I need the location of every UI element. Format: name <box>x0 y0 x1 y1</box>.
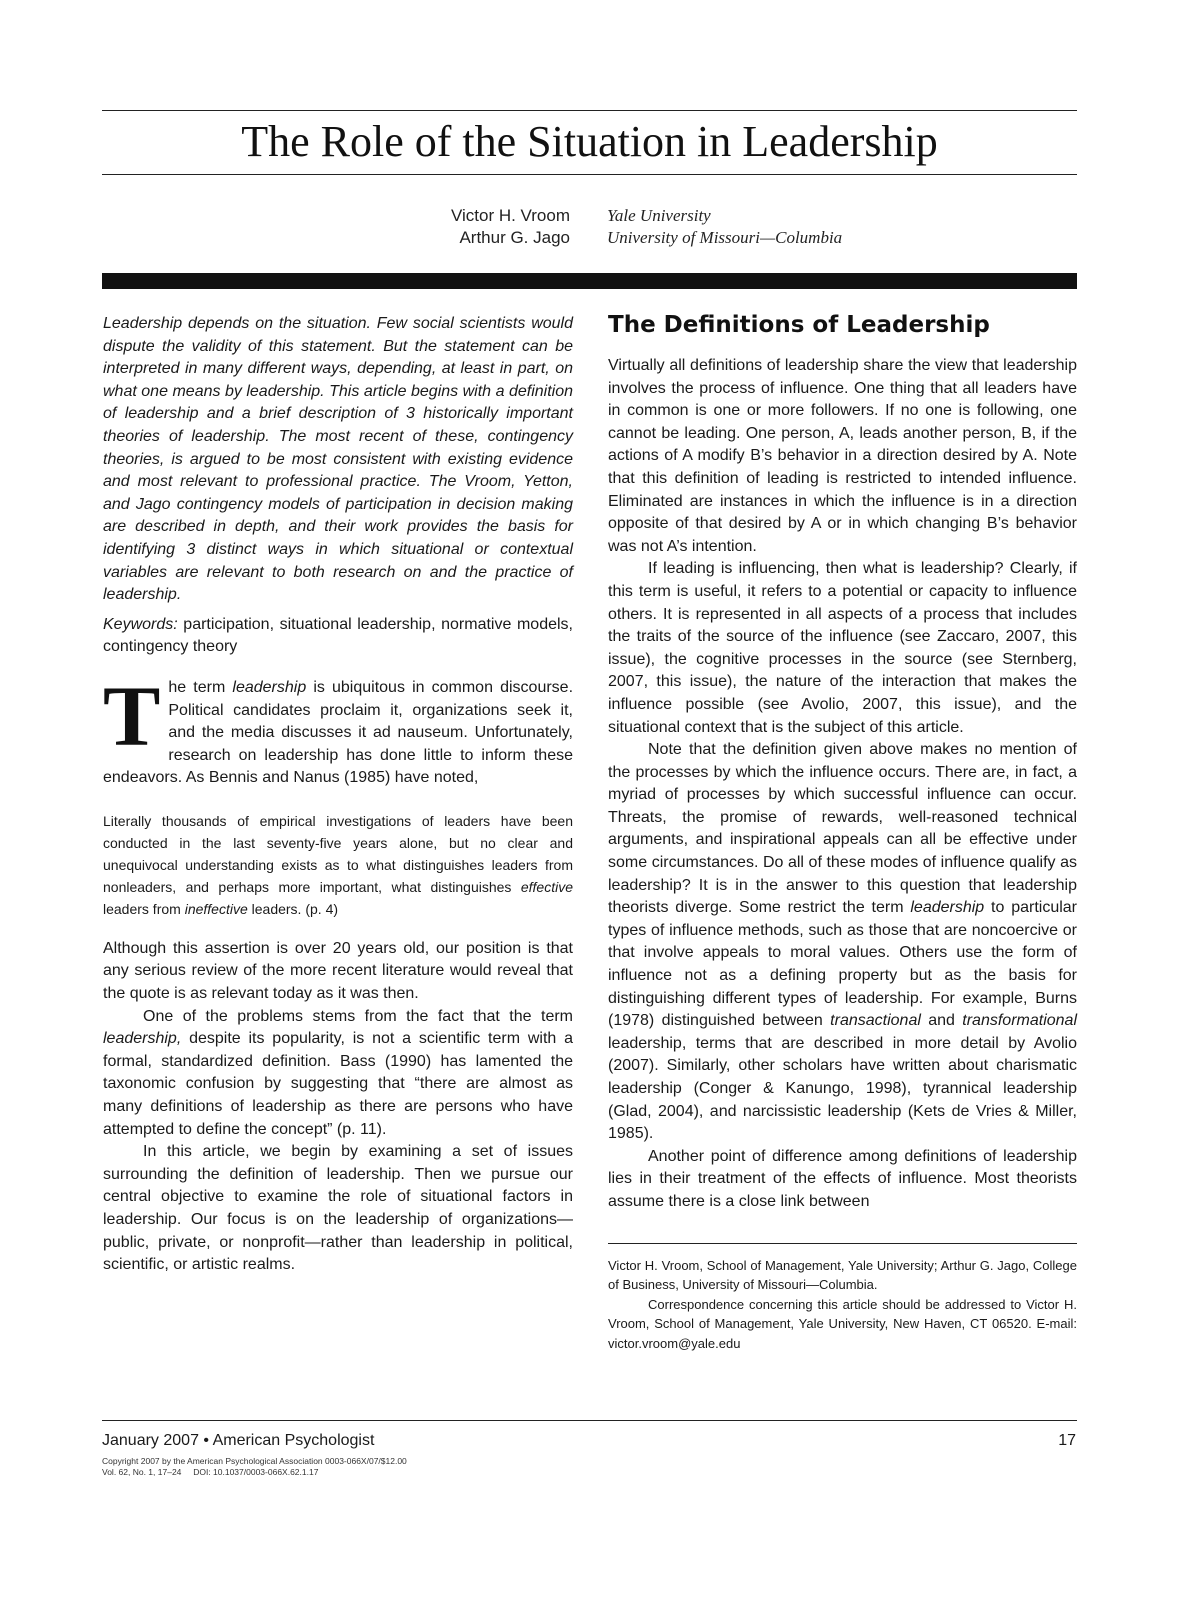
text-run: One of the problems stems from the fact that the term <box>143 1007 573 1025</box>
emphasis: leadership, <box>103 1030 182 1048</box>
text-run: is ubiquitous in common discourse. Political candidates proclaim it, organizations seek it, and the media discusses it ad nauseum. Unfortunately, research on leadership has done little to inform these endeavors. As Bennis and Nanus (1985) have noted, <box>103 678 574 787</box>
intro-paragraph <box>103 667 574 790</box>
keywords-label: Keywords: <box>103 615 178 633</box>
text-run: and <box>920 1012 963 1030</box>
title-top-rule <box>102 110 1077 111</box>
emphasis: transformational <box>962 1012 1077 1030</box>
footnote-rule <box>608 1243 1077 1244</box>
text-run: Note that the definition given above makes no mention of the processes by which the influence occurs. There are, in fact, a myriad of processes by which successful influence can occur. Threats, the promise of rewards, well-reasoned technical arguments, and inspirational appeals can all be effective under some circumstances. Do all of these modes of influence qualify as leadership? It is in the answer to this question that leadership theorists diverge. Some restrict the term <box>608 741 1077 917</box>
body-paragraph: In this article, we begin by examining a set of issues surrounding the definition of leadership. Then we pursue our central objective to examine the role of situational factors in leadership. Our focus is on the leadership of organizations—public, private, or nonprofit—rather than leadership in political, scientific, or artistic realms. <box>103 1143 573 1274</box>
text-run: to particular types of influence methods, such as those that are noncoercive or that involve appeals to moral values. Others use the form of influence not as a defining property but as the basis for distinguishing different types of leadership. For example, Burns (1978) distinguished between <box>608 899 1077 1030</box>
text-run: despite its popularity, is not a scientific term with a formal, standardized definition. Bass (1990) has lamented the taxonomic confusion by suggesting that “there are almost as many definitions of leadership as there are persons who have attempted to define the concept” (p. 11). <box>103 1030 573 1138</box>
author-name: Arthur G. Jago <box>459 228 570 247</box>
text-run: leadership, terms that are described in more detail by Avolio (2007). Similarly, other scholars have written about charismatic leadership (Conger & Kanungo, 1998), tyrannical leadership (Glad, 2004), and narcissistic leadership (Kets de Vries & Miller, 1985). <box>608 1034 1077 1143</box>
author-affiliation: University of Missouri—Columbia <box>607 228 843 247</box>
title-bottom-rule <box>102 174 1077 175</box>
body-paragraph: If leading is influencing, then what is leadership? Clearly, if this term is useful, it refers to a potential or capacity to influence others. It is represented in all aspects of a process that includes the traits of the source of the influence (see Zaccaro, 2007, this issue), the cognitive processes in the source (see Sternberg, 2007, this issue), the nature of the interaction that makes the influence possible (see Avolio, 2007, this issue), and the situational context that is the subject of this article. <box>608 560 1077 736</box>
body-paragraph: Virtually all definitions of leadership share the view that leadership involves the process of influence. One thing that all leaders have in common is one or more followers. If no one is following, one cannot be leading. One person, A, leads another person, B, if the actions of A modify B’s behavior in a direction desired by A. Note that this definition of leading is restricted to intended influence. Eliminated are instances in which the influence is in a direction opposite of that desired by A or in which changing B’s behavior was not A’s intention. <box>608 357 1077 555</box>
emphasis: ineffective <box>184 900 248 917</box>
copyright-notice <box>102 1456 407 1478</box>
right-column <box>608 308 1077 1353</box>
block-quote <box>103 810 573 920</box>
body-paragraph: Another point of difference among definitions of leadership lies in their treatment of the effects of influence. Most theorists assume there is a close link between <box>608 1147 1077 1210</box>
emphasis: transactional <box>830 1012 921 1030</box>
keywords <box>103 614 573 659</box>
body-paragraph <box>608 739 1077 1146</box>
section-heading: The Definitions of Leadership <box>608 312 990 338</box>
body-paragraph: Although this assertion is over 20 years old, our position is that any serious review of the more recent literature would reveal that the quote is as relevant today as it was then. <box>103 939 573 1003</box>
abstract: Leadership depends on the situation. Few social scientists would dispute the validity of this statement. But the statement can be interpreted in many different ways, depending, at least in part, on what one means by leadership. This article begins with a definition of leadership and a brief description of 3 historically important theories of leadership. The most recent of these, contingency theories, is argued to be most consistent with existing evidence and most relevant to professional practice. The Vroom, Yetton, and Jago contingency models of participation in decision making are described in depth, and their work provides the basis for identifying 3 distinct ways in which situational or contextual variables are relevant to both research on and the practice of leadership. <box>103 315 573 604</box>
intro <box>103 667 574 790</box>
correspondence-note: Correspondence concerning this article should be addressed to Victor H. Vroom, School of Management, Yale University, New Haven, CT 06520. E-mail: victor.vroom@yale.edu <box>608 1296 1077 1351</box>
emphasis: effective <box>520 878 573 895</box>
body-paragraph <box>103 1006 573 1142</box>
left-column <box>103 313 573 1277</box>
keywords-text: participation, situational leadership, normative models, contingency theory <box>103 615 573 656</box>
author-note: Victor H. Vroom, School of Management, Yale University; Arthur G. Jago, College of Business, University of Missouri—Columbia. <box>608 1257 1077 1293</box>
emphasis: leadership <box>232 678 307 696</box>
emphasis: leadership <box>910 899 985 917</box>
header-bar <box>102 273 1077 289</box>
text-run: Literally thousands of empirical investigations of leaders have been conducted in the last seventy-five years alone, but no clear and unequivocal understanding exists as to what distinguishes leaders from nonleaders, and perhaps more important, what distinguishes <box>103 812 573 895</box>
text-run: he term <box>168 678 233 696</box>
doi-line: Vol. 62, No. 1, 17–24 DOI: 10.1037/0003-066X.62.1.17 <box>102 1467 319 1477</box>
author-affiliations <box>607 205 1007 249</box>
footer-rule <box>102 1420 1077 1421</box>
copyright-line: Copyright 2007 by the American Psychological Association 0003-066X/07/$12.00 <box>102 1456 407 1466</box>
page-number: 17 <box>1058 1432 1076 1449</box>
journal-footer: January 2007 • American Psychologist <box>102 1432 375 1449</box>
drop-cap: T <box>103 667 161 764</box>
article-title: The Role of the Situation in Leadership <box>241 117 938 166</box>
text-run: leaders from <box>103 900 185 917</box>
author-names <box>300 205 570 249</box>
author-affiliation: Yale University <box>607 206 711 225</box>
text-run: leaders. (p. 4) <box>247 900 339 917</box>
author-name: Victor H. Vroom <box>450 206 570 225</box>
